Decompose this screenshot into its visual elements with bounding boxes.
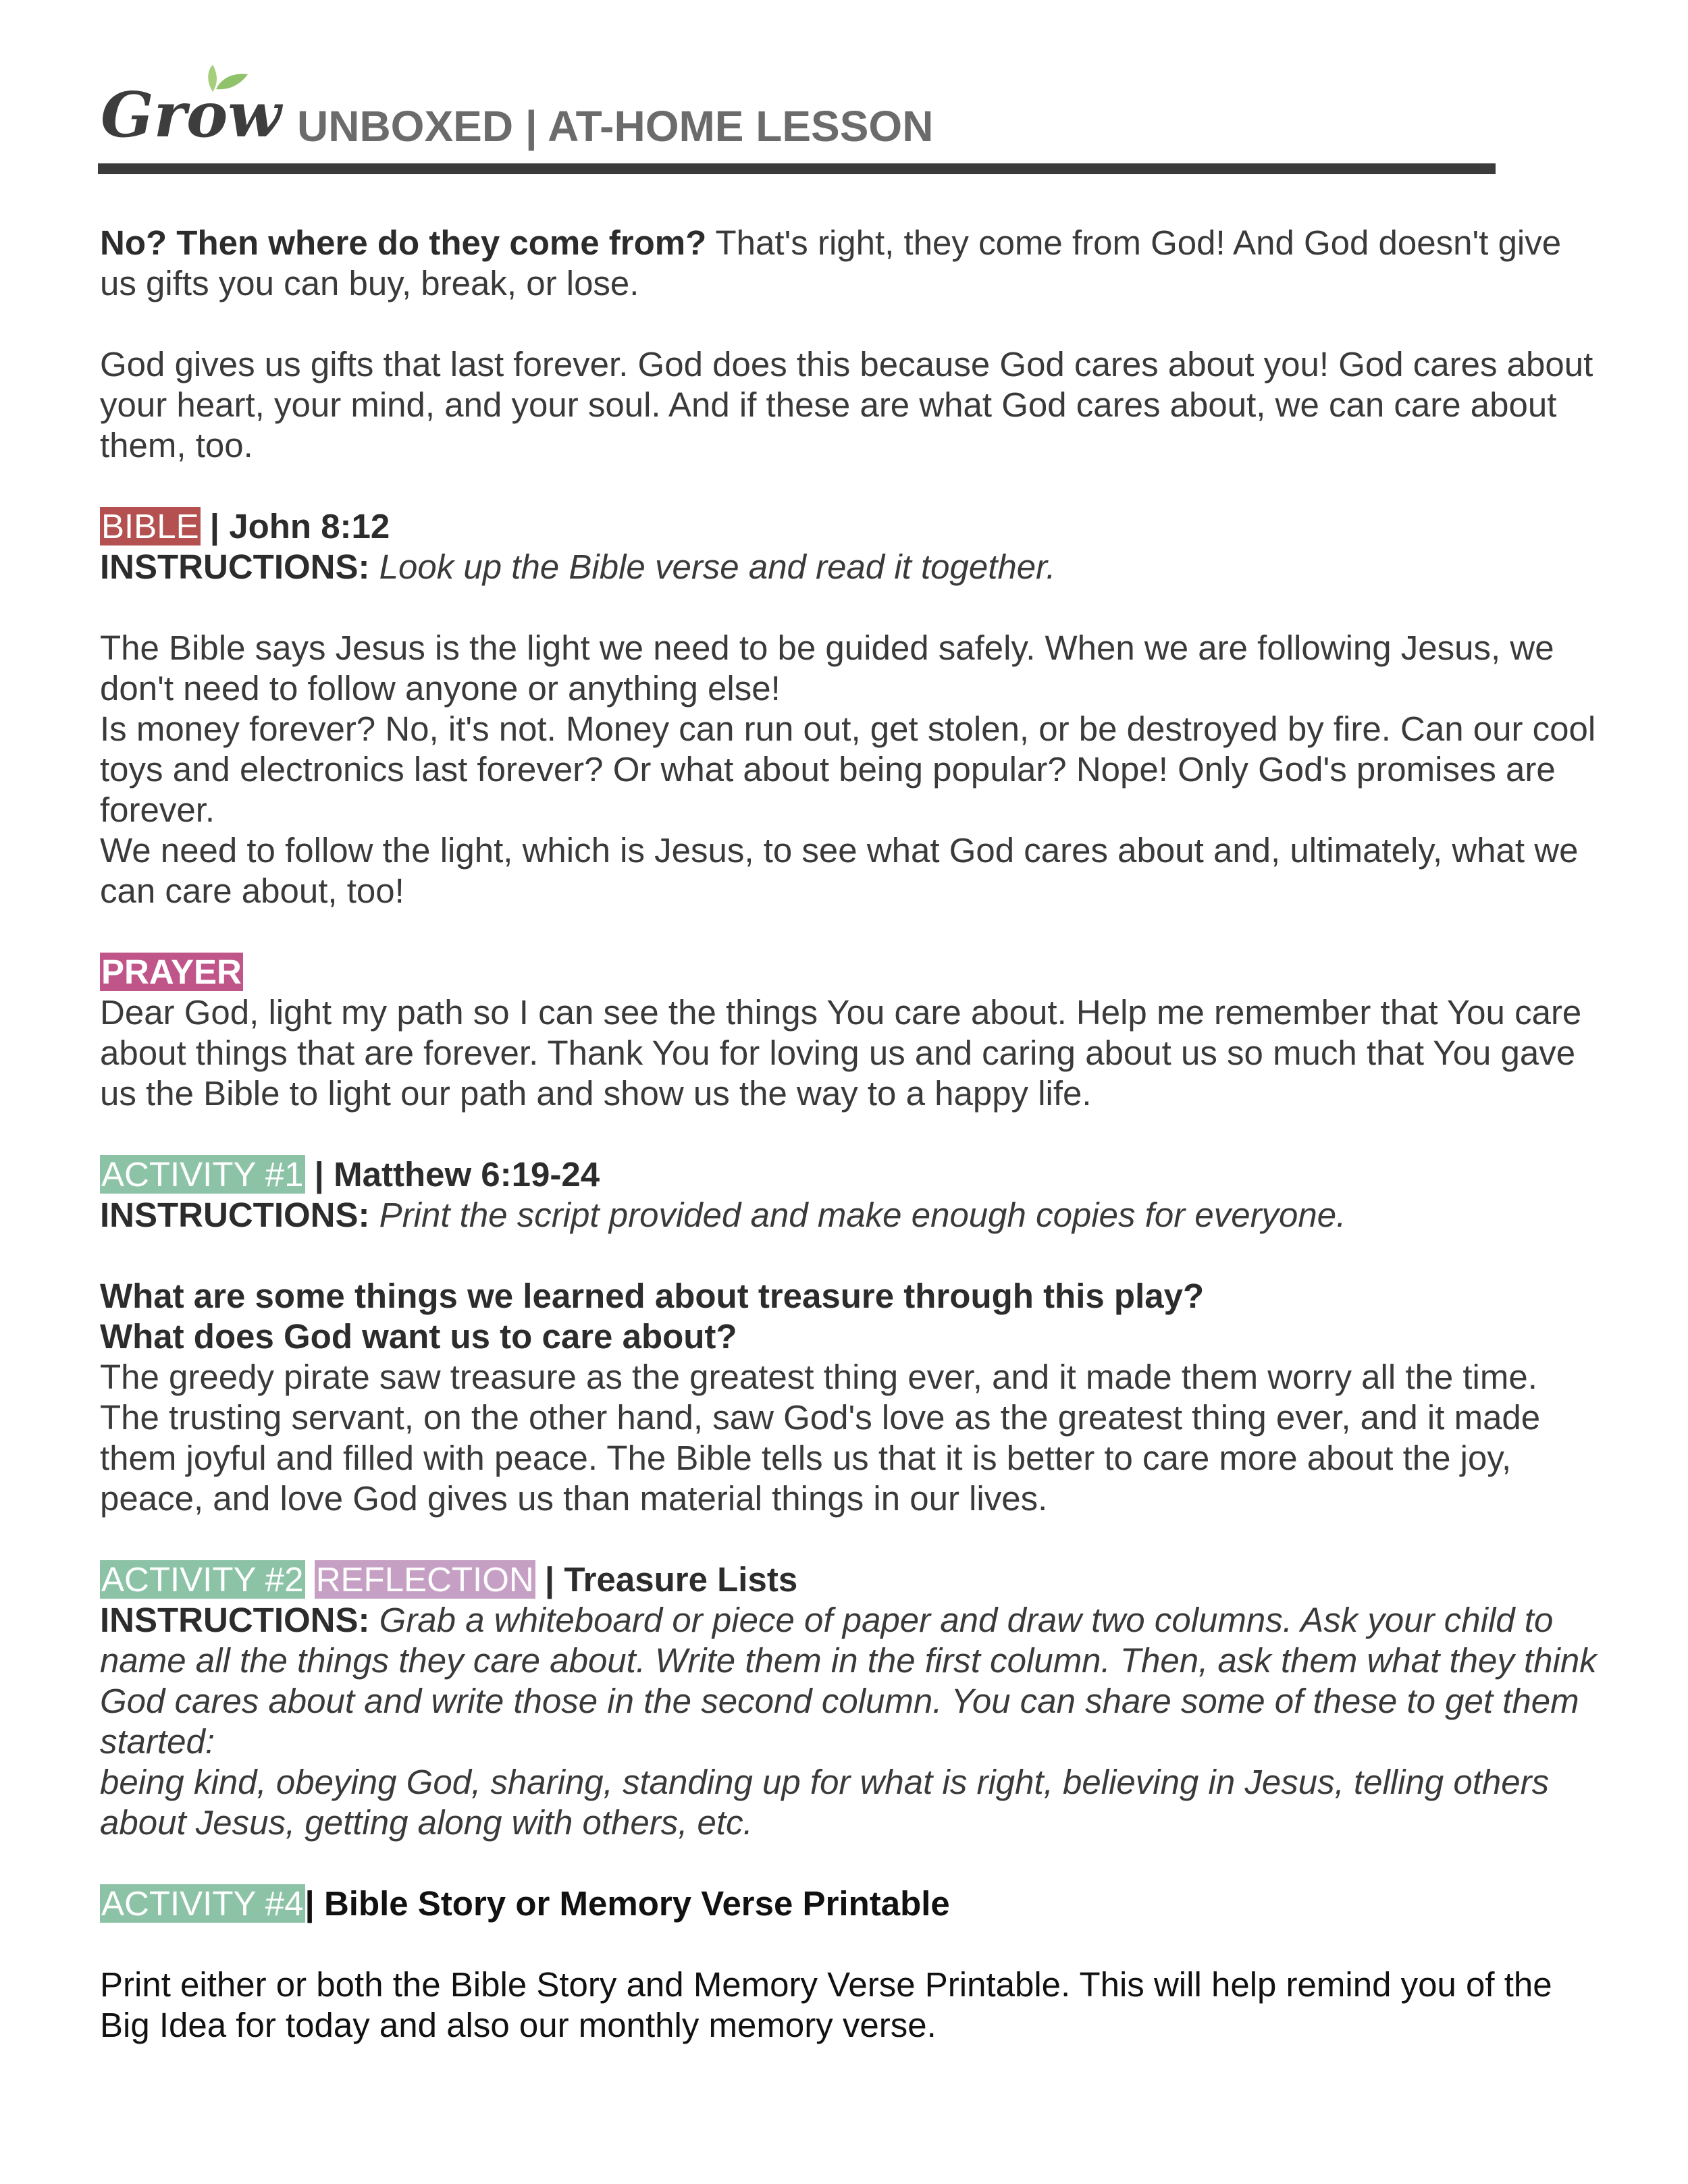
bible-reference: | John 8:12 bbox=[200, 507, 390, 545]
bible-heading bbox=[100, 506, 1606, 547]
prayer-tag: PRAYER bbox=[101, 953, 242, 991]
instructions-text: Print the script provided and make enough copies for everyone. bbox=[369, 1196, 1346, 1234]
bible-paragraph-2: Is money forever? No, it's not. Money can run out, get stolen, or be destroyed by fire. Can our cool toys and electronics last forever? Or what about being popular? Nope! Only God's promises are forever. bbox=[100, 710, 1596, 829]
bible-paragraph-1: The Bible says Jesus is the light we need to be guided safely. When we are following Jesus, we don't need to follow anyone or anything else! bbox=[100, 629, 1554, 708]
svg-text:Grow: Grow bbox=[101, 78, 282, 151]
intro-question: No? Then where do they come from? bbox=[100, 223, 707, 262]
intro-answer: That's right, they come from God! And God doesn't give us gifts you can buy, break, or lose. bbox=[100, 223, 1562, 302]
instructions-label: INSTRUCTIONS: bbox=[100, 1196, 370, 1234]
activity1-text: The greedy pirate saw treasure as the greatest thing ever, and it made them worry all the time. The trusting servant, on the other hand, saw God's love as the greatest thing ever, and it made them joyful and filled with peace. The Bible tells us that it is better to care more about the joy, peace, and love God gives us than material things in our lives. bbox=[100, 1358, 1541, 1518]
activity4-reference: | Bible Story or Memory Verse Printable bbox=[305, 1884, 950, 1923]
activity4-text: Print either or both the Bible Story and Memory Verse Printable. This will help remind you of the Big Idea for today and also our monthly memory verse. bbox=[100, 1965, 1552, 2044]
bible-instructions bbox=[100, 547, 1606, 587]
lesson-content bbox=[100, 223, 1606, 2046]
activity2-heading bbox=[100, 1560, 1606, 1600]
activity2-instructions bbox=[100, 1600, 1606, 1762]
prayer-text: Dear God, light my path so I can see the things You care about. Help me remember that You care about things that are forever. Thank You for loving us and caring about us so much that You gave us the Bible to light our path and show us the way to a happy life. bbox=[100, 993, 1582, 1113]
bible-paragraph-3: We need to follow the light, which is Jesus, to see what God cares about and, ultimately, what we can care about, too! bbox=[100, 831, 1579, 910]
intro-paragraph-2: God gives us gifts that last forever. God does this because God cares about you! God cares about your heart, your mind, and your soul. And if these are what God cares about, we can care about them, too. bbox=[100, 345, 1593, 464]
activity2-tag: ACTIVITY #2 bbox=[101, 1560, 304, 1599]
grow-logo bbox=[98, 61, 282, 162]
activity2-examples: being kind, obeying God, sharing, standing up for what is right, believing in Jesus, telling others about Jesus, getting along with others, etc. bbox=[100, 1763, 1550, 1842]
instructions-text: Grab a whiteboard or piece of paper and draw two columns. Ask your child to name all the things they care about. Write them in the first column. Then, ask them what they think God cares about and write those in the second column. You can share some of these to get them started: bbox=[100, 1601, 1597, 1761]
activity1-tag: ACTIVITY #1 bbox=[101, 1155, 304, 1194]
reflection-tag: REFLECTION bbox=[315, 1560, 534, 1599]
activity1-instructions bbox=[100, 1195, 1606, 1235]
header-divider bbox=[98, 163, 1496, 174]
activity4-tag: ACTIVITY #4 bbox=[101, 1884, 304, 1923]
prayer-heading bbox=[100, 952, 1606, 992]
instructions-label: INSTRUCTIONS: bbox=[100, 1601, 370, 1639]
intro-paragraph-1 bbox=[100, 223, 1606, 304]
header-title: UNBOXED | AT-HOME LESSON bbox=[297, 102, 934, 151]
activity4-heading bbox=[100, 1884, 1606, 1924]
activity1-reference: | Matthew 6:19-24 bbox=[305, 1155, 600, 1194]
activity1-heading bbox=[100, 1154, 1606, 1195]
activity1-question-1: What are some things we learned about treasure through this play? bbox=[100, 1277, 1205, 1315]
bible-tag: BIBLE bbox=[101, 507, 199, 545]
activity2-reference: | Treasure Lists bbox=[535, 1560, 798, 1599]
instructions-text: Look up the Bible verse and read it together. bbox=[369, 548, 1056, 586]
instructions-label: INSTRUCTIONS: bbox=[100, 548, 370, 586]
page-header bbox=[98, 61, 1496, 179]
activity1-question-2: What does God want us to care about? bbox=[100, 1317, 737, 1356]
